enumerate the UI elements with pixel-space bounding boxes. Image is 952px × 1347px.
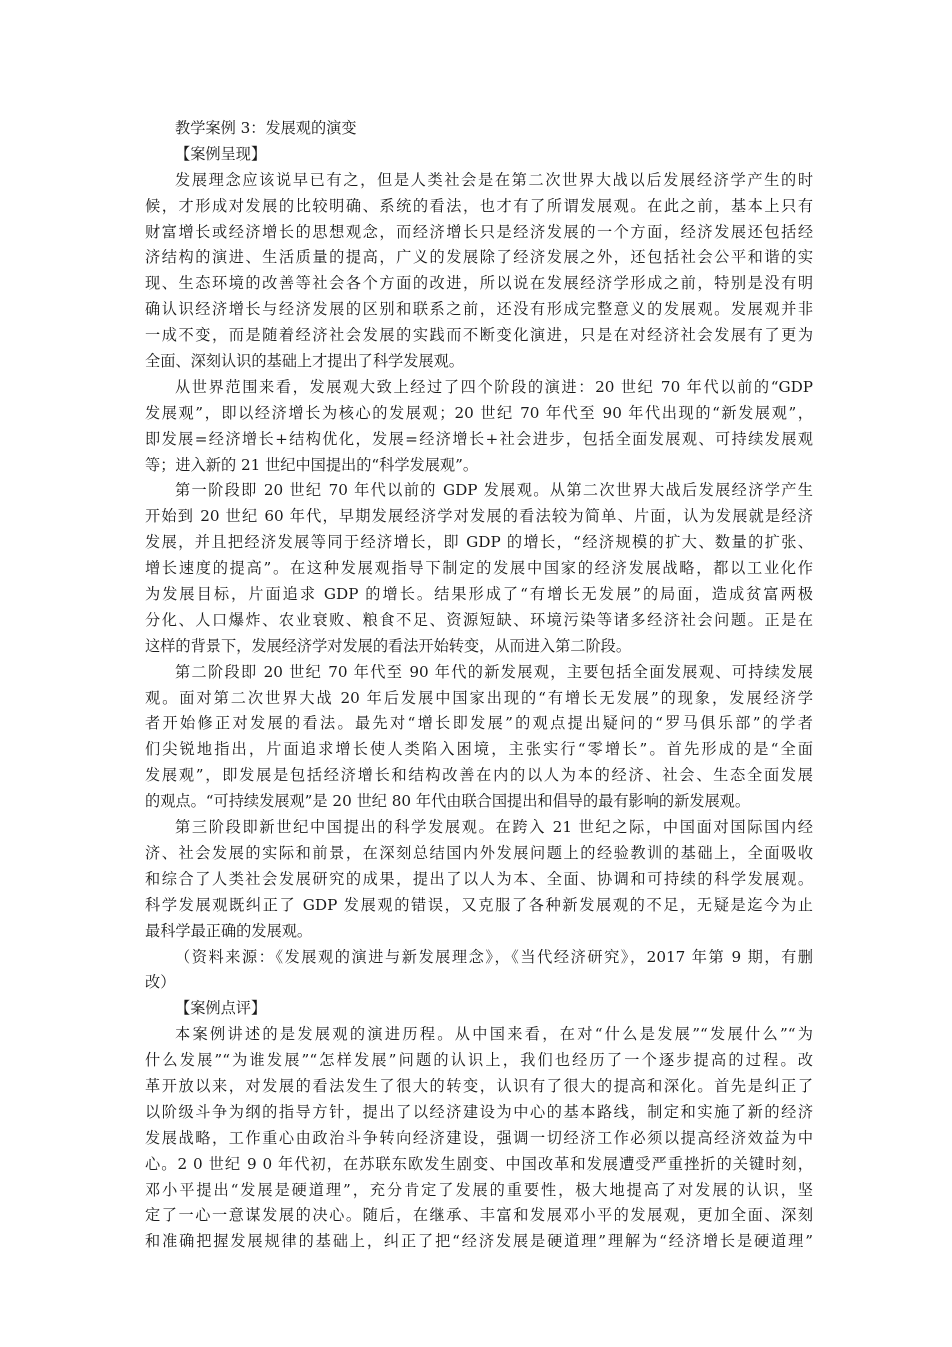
paragraph-line: 的观点。“可持续发展观”是 20 世纪 80 年代由联合国提出和倡导的最有影响的新发展观。 (145, 792, 751, 811)
paragraph-line: 科学发展观既纠正了 GDP 发展观的错误，又克服了各种新发展观的不足，无疑是迄今为止 (145, 895, 813, 914)
paragraph-line: 什么发展”“为谁发展”“怎样发展”问题的认识上，我们也经历了一个逐步提高的过程。改 (145, 1051, 813, 1070)
paragraph-line: 增长速度的提高”。在这种发展观指导下制定的发展中国家的经济发展战略，都以工业化作 (145, 559, 813, 578)
paragraph-4 (145, 660, 813, 815)
paragraph-line: 和准确把握发展规律的基础上，纠正了把“经济发展是硬道理”理解为“经济增长是硬道理” (145, 1232, 813, 1251)
paragraph-line: 候，才形成对发展的比较明确、系统的看法，也才有了所谓发展观。在此之前，基本上只有 (145, 196, 813, 215)
case-title: 教学案例 3：发展观的演变 (175, 119, 357, 137)
source-line: 改） (145, 973, 176, 992)
paragraph-line: 这样的背景下，发展经济学对发展的看法开始转变，从而进入第二阶段。 (145, 636, 631, 655)
paragraph-2 (145, 375, 813, 479)
paragraph-line: 第三阶段即新世纪中国提出的科学发展观。在跨入 21 世纪之际，中国面对国际国内经 (175, 818, 813, 837)
paragraph-line: 发展战略，工作重心由政治斗争转向经济建设，强调一切经济工作必须以提高经济效益为中 (145, 1128, 813, 1147)
paragraph-line: 等；进入新的 21 世纪中国提出的“科学发展观”。 (145, 455, 479, 474)
paragraph-line: 最科学最正确的发展观。 (145, 921, 313, 940)
paragraph-line: 本案例讲述的是发展观的演进历程。从中国来看，在对“什么是发展”“发展什么”“为 (175, 1025, 813, 1044)
paragraph-line: 观。面对第二次世界大战 20 年后发展中国家出现的“有增长无发展”的现象，发展经济学 (145, 688, 813, 707)
paragraph-line: 从世界范围来看，发展观大致上经过了四个阶段的演进：20 世纪 70 年代以前的“GDP (175, 377, 813, 396)
paragraph-line: 全面、深刻认识的基础上才提出了科学发展观。 (145, 352, 464, 371)
paragraph-line: 财富增长或经济增长的思想观念，而经济增长只是经济发展的一个方面，经济发展还包括经 (145, 222, 813, 241)
paragraph-line: 邓小平提出“发展是硬道理”，充分肯定了发展的重要性，极大地提高了对发展的认识，坚 (145, 1180, 813, 1199)
paragraph-line: 和综合了人类社会发展研究的成果，提出了以人为本、全面、协调和可持续的科学发展观。 (145, 869, 813, 888)
paragraph-line: 为发展目标，片面追求 GDP 的增长。结果形成了“有增长无发展”的局面，造成贫富两极 (145, 585, 813, 604)
section-heading-review: 【案例点评】 (175, 999, 267, 1018)
source-line: （资料来源：《发展观的演进与新发展理念》，《当代经济研究》，2017 年第 9 期，有删 (175, 947, 813, 966)
section-heading-case: 【案例呈现】 (175, 144, 267, 163)
paragraph-line: 定了一心一意谋发展的决心。随后，在继承、丰富和发展邓小平的发展观，更加全面、深刻 (145, 1206, 813, 1225)
paragraph-6 (145, 1022, 813, 1255)
paragraph-line: 心。2 0 世纪 9 0 年代初，在苏联东欧发生剧变、中国改革和发展遭受严重挫折的关键时刻， (145, 1154, 813, 1173)
paragraph-1 (145, 168, 813, 375)
paragraph-3 (145, 478, 813, 659)
paragraph-line: 发展理念应该说早已有之，但是人类社会是在第二次世界大战以后发展经济学产生的时 (175, 170, 813, 189)
paragraph-line: 以阶级斗争为纲的指导方针，提出了以经济建设为中心的基本路线，制定和实施了新的经济 (145, 1102, 813, 1121)
paragraph-line: 即发展=经济增长+结构优化，发展=经济增长+社会进步，包括全面发展观、可持续发展观 (145, 429, 813, 448)
paragraph-line: 发展观”，即以经济增长为核心的发展观；20 世纪 70 年代至 90 年代出现的“新发展观”， (145, 403, 813, 422)
paragraph-line: 济、社会发展的实际和前景，在深刻总结国内外发展问题上的经验教训的基础上，全面吸收 (145, 843, 813, 862)
paragraph-line: 们尖锐地指出，片面追求增长使人类陷入困境，主张实行“零增长”。首先形成的是“全面 (145, 740, 813, 759)
paragraph-line: 者开始修正对发展的看法。最先对“增长即发展”的观点提出疑问的“罗马俱乐部”的学者 (145, 714, 813, 733)
paragraph-line: 确认识经济增长与经济发展的区别和联系之前，还没有形成完整意义的发展观。发展观并非 (145, 300, 813, 319)
paragraph-line: 第二阶段即 20 世纪 70 年代至 90 年代的新发展观，主要包括全面发展观、可持续发展 (175, 662, 813, 681)
document-page (145, 116, 813, 1255)
paragraph-line: 第一阶段即 20 世纪 70 年代以前的 GDP 发展观。从第二次世界大战后发展经济学产生 (175, 481, 813, 500)
paragraph-line: 发展观”，即发展是包括经济增长和结构改善在内的以人为本的经济、社会、生态全面发展 (145, 766, 813, 785)
paragraph-line: 分化、人口爆炸、农业衰败、粮食不足、资源短缺、环境污染等诸多经济社会问题。正是在 (145, 610, 813, 629)
paragraph-5 (145, 815, 813, 944)
paragraph-line: 革开放以来，对发展的看法发生了很大的转变，认识有了很大的提高和深化。首先是纠正了 (145, 1076, 813, 1095)
paragraph-line: 一成不变，而是随着经济社会发展的实践而不断变化演进，只是在对经济社会发展有了更为 (145, 326, 813, 345)
paragraph-line: 现、生态环境的改善等社会各个方面的改进，所以说在发展经济学形成之前，特别是没有明 (145, 274, 813, 293)
paragraph-line: 开始到 20 世纪 60 年代，早期发展经济学对发展的看法较为简单、片面，认为发展就是经济 (145, 507, 813, 526)
paragraph-line: 济结构的演进、生活质量的提高，广义的发展除了经济发展之外，还包括社会公平和谐的实 (145, 248, 813, 267)
paragraph-line: 发展，并且把经济发展等同于经济增长，即 GDP 的增长，“经济规模的扩大、数量的扩张、 (145, 533, 813, 552)
source-citation (145, 945, 813, 997)
